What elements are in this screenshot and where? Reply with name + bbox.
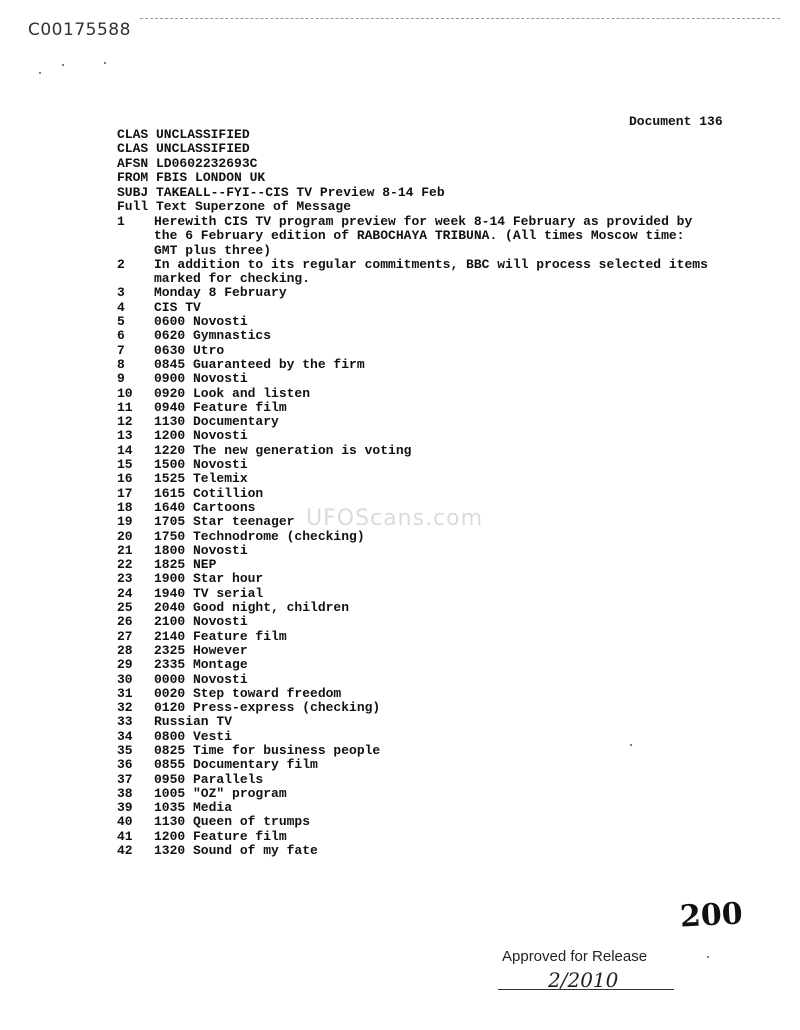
line-text: 1005 "OZ" program — [154, 785, 287, 801]
numbered-line — [117, 444, 714, 458]
numbered-line — [117, 544, 714, 558]
line-text: Monday 8 February — [154, 285, 287, 301]
line-text: 0120 Press-express (checking) — [154, 700, 381, 716]
header-line: AFSN LD0602232693C — [117, 155, 258, 171]
line-number: 34 — [117, 728, 133, 744]
line-text: 1705 Star teenager — [154, 514, 295, 530]
numbered-line — [117, 458, 714, 472]
line-number: 40 — [117, 814, 133, 830]
top-dashed-rule — [140, 18, 780, 19]
line-text: 1130 Documentary — [154, 414, 279, 430]
line-text: 0825 Time for business people — [154, 742, 381, 758]
line-text: 1130 Queen of trumps — [154, 814, 311, 830]
line-text: 1500 Novosti — [154, 457, 248, 473]
line-number: 39 — [117, 800, 133, 816]
header-line: Full Text Superzone of Message — [117, 199, 352, 215]
scan-speck — [104, 62, 106, 64]
line-text: 1615 Cotillion — [154, 485, 264, 501]
approval-label: Approved for Release — [502, 948, 648, 965]
line-text: 1200 Feature film — [154, 828, 287, 844]
line-number: 29 — [117, 657, 133, 673]
numbered-line — [117, 401, 714, 415]
line-text: 2325 However — [154, 642, 248, 658]
line-number: 15 — [117, 457, 133, 473]
line-number: 20 — [117, 528, 133, 544]
line-number: 38 — [117, 785, 133, 801]
line-number: 4 — [117, 299, 125, 315]
numbered-line — [117, 487, 714, 501]
handwritten-page-count: 200 — [679, 896, 744, 935]
line-number: 22 — [117, 557, 133, 573]
line-text: 2335 Montage — [154, 657, 248, 673]
line-number: 6 — [117, 328, 125, 344]
numbered-line — [117, 615, 714, 629]
numbered-line — [117, 358, 714, 372]
line-text: 0855 Documentary film — [154, 757, 318, 773]
line-number: 9 — [117, 371, 125, 387]
numbered-line — [117, 844, 714, 858]
line-number: 25 — [117, 600, 133, 616]
watermark: UFOScans.com — [306, 506, 483, 531]
line-number: 23 — [117, 571, 133, 587]
line-number: 7 — [117, 342, 125, 358]
numbered-line — [117, 472, 714, 486]
numbered-line — [117, 773, 714, 787]
numbered-line — [117, 587, 714, 601]
line-text: 1800 Novosti — [154, 542, 248, 558]
line-text: 0940 Feature film — [154, 399, 287, 415]
scan-speck — [39, 72, 41, 74]
line-number: 37 — [117, 771, 133, 787]
line-number: 1 — [117, 214, 125, 229]
line-number: 13 — [117, 428, 133, 444]
numbered-line — [117, 387, 714, 401]
line-number: 30 — [117, 671, 133, 687]
line-text: 1200 Novosti — [154, 428, 248, 444]
numbered-line — [117, 286, 714, 300]
line-text: 1320 Sound of my fate — [154, 843, 318, 859]
line-number: 18 — [117, 499, 133, 515]
line-number: 35 — [117, 742, 133, 758]
line-number: 11 — [117, 399, 133, 415]
numbered-line — [117, 715, 714, 729]
line-number: 27 — [117, 628, 133, 644]
numbered-line — [117, 701, 714, 715]
line-text: 1525 Telemix — [154, 471, 248, 487]
numbered-line — [117, 315, 714, 329]
line-text: 1940 TV serial — [154, 585, 264, 601]
line-number: 12 — [117, 414, 133, 430]
header-line: CLAS UNCLASSIFIED — [117, 127, 250, 142]
line-text: 0920 Look and listen — [154, 385, 311, 401]
line-text: 0630 Utro — [154, 342, 225, 358]
numbered-line — [117, 658, 714, 672]
line-number: 10 — [117, 385, 133, 401]
header-line: CLAS UNCLASSIFIED — [117, 141, 250, 157]
line-text: 0600 Novosti — [154, 314, 248, 330]
document-number: Document 136 — [629, 114, 723, 129]
line-number: 8 — [117, 356, 125, 372]
line-number: 31 — [117, 685, 133, 701]
numbered-line — [117, 630, 714, 644]
scan-speck — [62, 64, 64, 66]
numbered-line — [117, 730, 714, 744]
line-number: 36 — [117, 757, 133, 773]
line-text: 2100 Novosti — [154, 614, 248, 630]
line-text: Russian TV — [154, 714, 233, 730]
numbered-line — [117, 787, 714, 801]
line-number: 19 — [117, 514, 133, 530]
signature-line — [498, 989, 674, 990]
line-number: 3 — [117, 285, 125, 301]
numbered-line — [117, 301, 714, 315]
numbered-line — [117, 673, 714, 687]
line-number: 21 — [117, 542, 133, 558]
numbered-line — [117, 258, 714, 287]
line-text: 1900 Star hour — [154, 571, 264, 587]
numbered-line — [117, 644, 714, 658]
numbered-line — [117, 415, 714, 429]
line-number: 16 — [117, 471, 133, 487]
numbered-line — [117, 344, 714, 358]
numbered-line — [117, 215, 714, 258]
line-number: 28 — [117, 642, 133, 658]
line-text: 2040 Good night, children — [154, 600, 350, 616]
line-text: CIS TV — [154, 299, 201, 315]
line-text: 1220 The new generation is voting — [154, 442, 412, 458]
line-number: 17 — [117, 485, 133, 501]
line-text: 1750 Technodrome (checking) — [154, 528, 365, 544]
line-text: 0020 Step toward freedom — [154, 685, 342, 701]
header-line: SUBJ TAKEALL--FYI--CIS TV Preview 8-14 Feb — [117, 184, 445, 200]
numbered-line — [117, 758, 714, 772]
scan-speck — [707, 956, 709, 958]
numbered-line — [117, 329, 714, 343]
line-text: 1640 Cartoons — [154, 499, 256, 515]
line-number: 33 — [117, 714, 133, 730]
numbered-line — [117, 530, 714, 544]
document-control-id: C00175588 — [28, 20, 131, 40]
header-line: FROM FBIS LONDON UK — [117, 170, 266, 186]
numbered-line — [117, 830, 714, 844]
numbered-line — [117, 372, 714, 386]
line-number: 24 — [117, 585, 133, 601]
line-number: 14 — [117, 442, 133, 458]
line-number: 42 — [117, 843, 133, 859]
line-text: 0620 Gymnastics — [154, 328, 272, 344]
numbered-line — [117, 687, 714, 701]
line-text: 1035 Media — [154, 800, 233, 816]
line-number: 5 — [117, 314, 125, 330]
line-number: 26 — [117, 614, 133, 630]
release-date: 2/2010 — [548, 968, 619, 992]
line-text: 2140 Feature film — [154, 628, 287, 644]
numbered-line — [117, 429, 714, 443]
line-text: 1825 NEP — [154, 557, 217, 573]
line-text: 0900 Novosti — [154, 371, 248, 387]
line-number: 41 — [117, 828, 133, 844]
numbered-line — [117, 815, 714, 829]
numbered-line — [117, 558, 714, 572]
numbered-line — [117, 572, 714, 586]
line-text: 0000 Novosti — [154, 671, 248, 687]
line-text: In addition to its regular commitments, BBC will process selected items marked for checking. — [154, 256, 716, 287]
line-number: 32 — [117, 700, 133, 716]
line-text: 0950 Parallels — [154, 771, 264, 787]
numbered-line — [117, 744, 714, 758]
line-text: 0800 Vesti — [154, 728, 233, 744]
numbered-line — [117, 601, 714, 615]
line-text: 0845 Guaranteed by the firm — [154, 356, 365, 372]
numbered-line — [117, 801, 714, 815]
line-number: 2 — [117, 256, 125, 272]
line-text: Herewith CIS TV program preview for week 8-14 February as provided by the 6 February edition of RABOCHAYA TRIBUNA. (All times Moscow time: GMT plus three) — [154, 214, 701, 258]
numbered-lines — [117, 215, 714, 858]
message-header — [117, 128, 445, 214]
